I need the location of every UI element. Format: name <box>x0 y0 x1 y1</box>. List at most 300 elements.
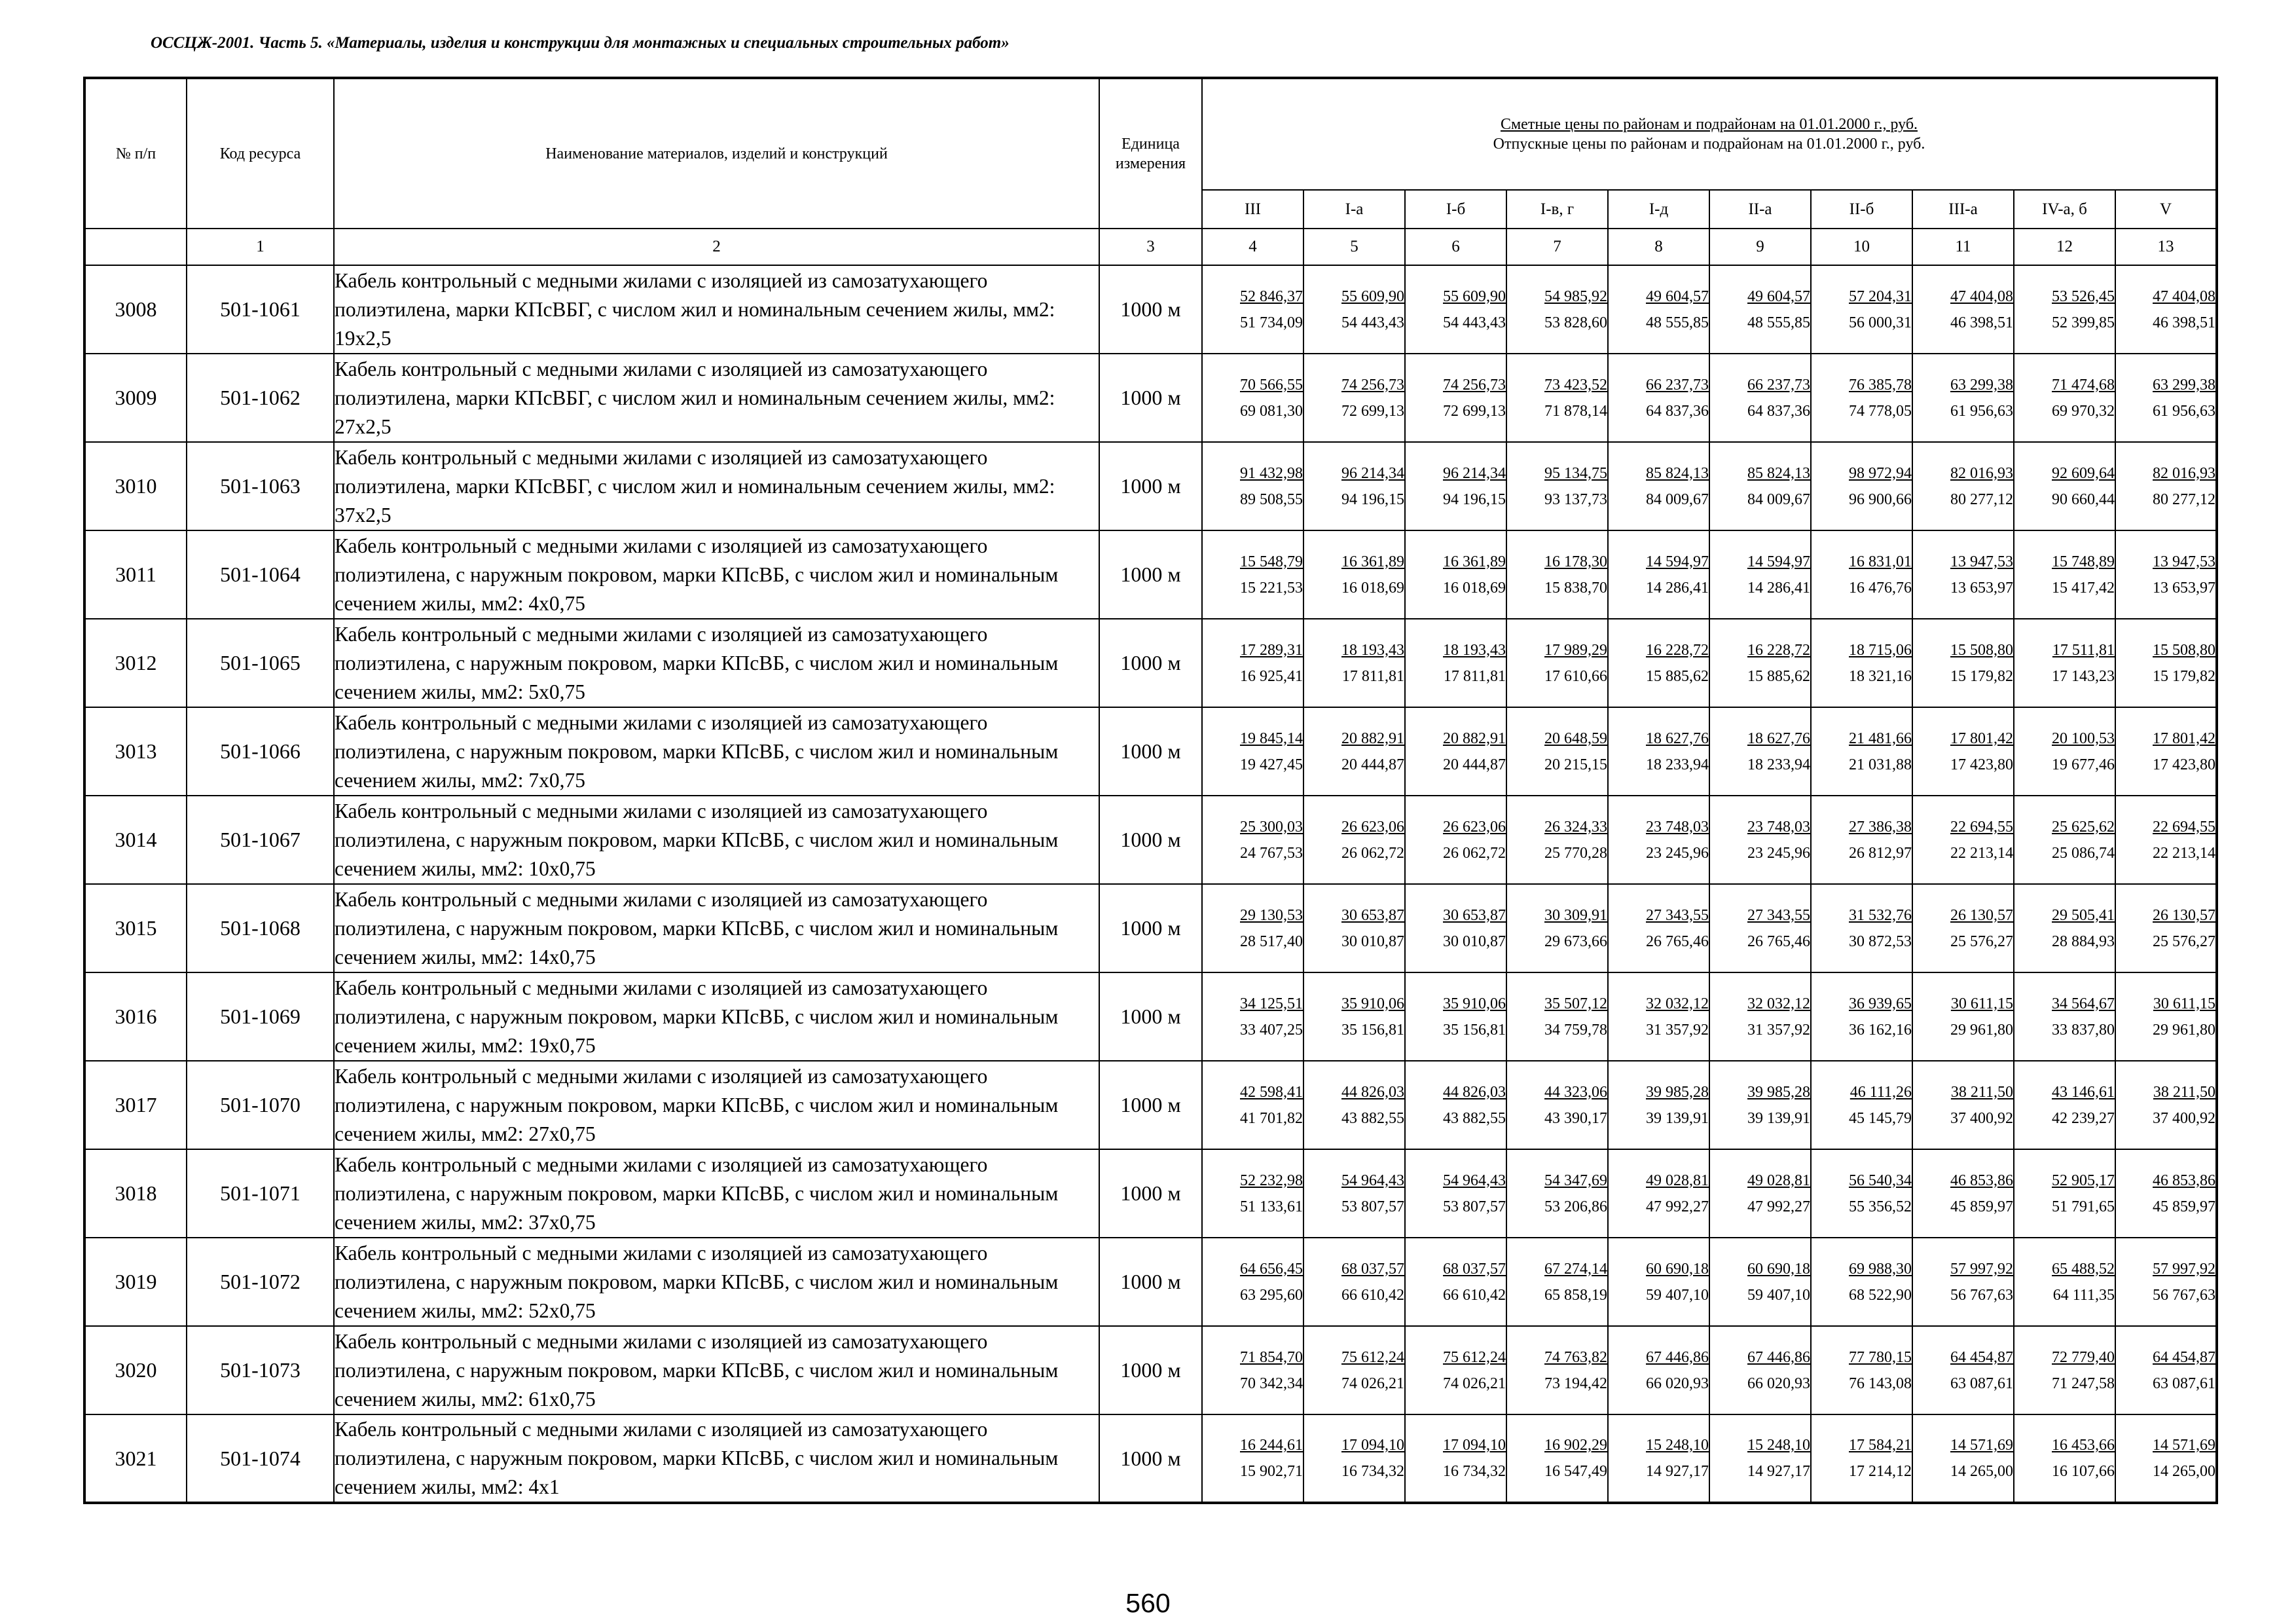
price-cell <box>2014 530 2115 619</box>
release-price: 94 196,15 <box>1443 490 1506 508</box>
release-price: 71 247,58 <box>2052 1375 2115 1392</box>
estimate-price: 46 853,86 <box>1950 1172 2013 1189</box>
release-price: 18 233,94 <box>1646 756 1709 773</box>
running-header: ОССЦЖ-2001. Часть 5. «Материалы, изделия и конструкции для монтажных и специальных строительных работ» <box>151 34 1010 52</box>
release-price: 23 245,96 <box>1646 844 1709 862</box>
release-price: 22 213,14 <box>2153 844 2216 862</box>
table-row <box>84 1149 2217 1238</box>
release-price: 24 767,53 <box>1240 844 1303 862</box>
header-num: № п/п <box>84 78 187 229</box>
row-number: 3014 <box>84 796 187 884</box>
estimate-price: 18 193,43 <box>1341 641 1404 659</box>
estimate-price: 49 604,57 <box>1747 287 1810 305</box>
region-header: III-а <box>1912 190 2014 229</box>
estimate-price: 30 611,15 <box>2153 995 2216 1012</box>
estimate-price: 47 404,08 <box>2153 287 2216 305</box>
price-cell <box>1912 1061 2014 1149</box>
price-cell <box>2014 442 2115 530</box>
row-number: 3009 <box>84 354 187 442</box>
estimate-price: 75 612,24 <box>1341 1348 1404 1366</box>
price-cell <box>1709 1238 1811 1326</box>
row-number: 3017 <box>84 1061 187 1149</box>
release-price: 56 767,63 <box>1950 1286 2013 1304</box>
price-cell <box>2115 265 2217 354</box>
header-name: Наименование материалов, изделий и конструкций <box>334 78 1099 229</box>
release-price: 31 357,92 <box>1747 1021 1810 1039</box>
resource-code: 501-1069 <box>187 972 334 1061</box>
release-price: 20 444,87 <box>1443 756 1506 773</box>
release-price: 16 476,76 <box>1849 579 1912 597</box>
release-price: 61 956,63 <box>1950 402 2013 420</box>
estimate-price: 39 985,28 <box>1747 1083 1810 1101</box>
estimate-price: 14 571,69 <box>2153 1437 2216 1454</box>
price-cell <box>1303 442 1405 530</box>
price-cell <box>1405 1149 1506 1238</box>
price-cell <box>1202 707 1303 796</box>
release-price: 84 009,67 <box>1646 490 1709 508</box>
region-header: II-а <box>1709 190 1811 229</box>
price-cell <box>1202 972 1303 1061</box>
row-number: 3011 <box>84 530 187 619</box>
release-price: 25 576,27 <box>2153 932 2216 950</box>
release-price: 65 858,19 <box>1544 1286 1607 1304</box>
unit-of-measure: 1000 м <box>1099 972 1202 1061</box>
estimate-price: 26 623,06 <box>1443 818 1506 836</box>
price-cell <box>1405 1061 1506 1149</box>
price-cell <box>1811 1238 1912 1326</box>
table-row <box>84 354 2217 442</box>
estimate-price: 17 801,42 <box>1950 729 2013 747</box>
release-price: 15 221,53 <box>1240 579 1303 597</box>
price-cell <box>1608 354 1709 442</box>
estimate-price: 74 256,73 <box>1443 376 1506 394</box>
estimate-price: 32 032,12 <box>1646 995 1709 1012</box>
table-row <box>84 1061 2217 1149</box>
estimate-price: 67 274,14 <box>1544 1260 1607 1278</box>
release-price: 55 356,52 <box>1849 1198 1912 1215</box>
estimate-price: 27 343,55 <box>1747 906 1810 924</box>
price-cell <box>2014 972 2115 1061</box>
resource-code: 501-1067 <box>187 796 334 884</box>
price-cell <box>1709 1061 1811 1149</box>
price-cell <box>1608 1061 1709 1149</box>
price-cell <box>1811 265 1912 354</box>
estimate-price: 15 508,80 <box>2153 641 2216 659</box>
estimate-price: 67 446,86 <box>1747 1348 1810 1366</box>
estimate-price: 15 548,79 <box>1240 553 1303 570</box>
estimate-price: 27 386,38 <box>1849 818 1912 836</box>
estimate-price: 16 228,72 <box>1747 641 1810 659</box>
price-cell <box>1912 1326 2014 1414</box>
release-price: 19 677,46 <box>2052 756 2115 773</box>
price-cell <box>1912 884 2014 972</box>
column-number: 7 <box>1506 229 1608 265</box>
estimate-price: 35 507,12 <box>1544 995 1607 1012</box>
estimate-price: 17 584,21 <box>1849 1437 1912 1454</box>
price-cell <box>2115 354 2217 442</box>
release-price: 25 770,28 <box>1544 844 1607 862</box>
resource-code: 501-1062 <box>187 354 334 442</box>
column-number: 4 <box>1202 229 1303 265</box>
release-price: 70 342,34 <box>1240 1375 1303 1392</box>
estimate-price: 49 028,81 <box>1646 1172 1709 1189</box>
estimate-price: 74 256,73 <box>1341 376 1404 394</box>
release-price: 45 859,97 <box>1950 1198 2013 1215</box>
estimate-price: 82 016,93 <box>1950 464 2013 482</box>
release-price: 51 791,65 <box>2052 1198 2115 1215</box>
estimate-price: 16 178,30 <box>1544 553 1607 570</box>
price-cell <box>2115 1061 2217 1149</box>
price-cell <box>1608 796 1709 884</box>
release-price: 17 811,81 <box>1443 667 1506 685</box>
price-cell <box>1303 1061 1405 1149</box>
release-price: 29 961,80 <box>2153 1021 2216 1039</box>
table-row <box>84 442 2217 530</box>
release-price: 20 215,15 <box>1544 756 1607 773</box>
estimate-price: 71 854,70 <box>1240 1348 1303 1366</box>
release-price: 47 992,27 <box>1747 1198 1810 1215</box>
price-cell <box>1303 530 1405 619</box>
release-price: 47 992,27 <box>1646 1198 1709 1215</box>
release-price: 45 859,97 <box>2153 1198 2216 1215</box>
price-cell <box>1405 796 1506 884</box>
resource-code: 501-1066 <box>187 707 334 796</box>
release-price: 73 194,42 <box>1544 1375 1607 1392</box>
price-cell <box>1912 1414 2014 1503</box>
resource-code: 501-1063 <box>187 442 334 530</box>
estimate-price: 54 964,43 <box>1341 1172 1404 1189</box>
release-price: 61 956,63 <box>2153 402 2216 420</box>
estimate-price: 17 801,42 <box>2153 729 2216 747</box>
region-header: I-д <box>1608 190 1709 229</box>
price-cell <box>1811 354 1912 442</box>
estimate-price: 82 016,93 <box>2153 464 2216 482</box>
estimate-price: 17 989,29 <box>1544 641 1607 659</box>
estimate-price: 16 244,61 <box>1240 1437 1303 1454</box>
page-number: 560 <box>1125 1588 1171 1618</box>
unit-of-measure: 1000 м <box>1099 442 1202 530</box>
price-cell <box>2014 707 2115 796</box>
release-price: 51 133,61 <box>1240 1198 1303 1215</box>
release-price: 29 961,80 <box>1950 1021 2013 1039</box>
release-price: 23 245,96 <box>1747 844 1810 862</box>
estimate-price: 32 032,12 <box>1747 995 1810 1012</box>
estimate-price: 44 826,03 <box>1443 1083 1506 1101</box>
estimate-price: 64 454,87 <box>1950 1348 2013 1366</box>
release-price: 64 111,35 <box>2052 1286 2115 1304</box>
release-price: 84 009,67 <box>1747 490 1810 508</box>
price-cell <box>1912 796 2014 884</box>
estimate-price: 16 831,01 <box>1849 553 1912 570</box>
estimate-price: 46 111,26 <box>1850 1083 1912 1101</box>
release-price: 16 018,69 <box>1443 579 1506 597</box>
estimate-price: 15 248,10 <box>1747 1437 1810 1454</box>
estimate-price: 47 404,08 <box>1950 287 2013 305</box>
price-cell <box>2014 1149 2115 1238</box>
release-price: 22 213,14 <box>1950 844 2013 862</box>
row-number: 3019 <box>84 1238 187 1326</box>
estimate-price: 57 997,92 <box>2153 1260 2216 1278</box>
column-number: 1 <box>187 229 334 265</box>
price-cell <box>1506 1061 1608 1149</box>
price-cell <box>1202 796 1303 884</box>
price-cell <box>1709 884 1811 972</box>
price-cell <box>2115 619 2217 707</box>
estimate-price: 44 323,06 <box>1544 1083 1607 1101</box>
release-price: 76 143,08 <box>1849 1375 1912 1392</box>
header-estimate-prices: Сметные цены по районам и подрайонам на 01.01.2000 г., руб. <box>1500 116 1918 133</box>
estimate-price: 25 625,62 <box>2052 818 2115 836</box>
release-price: 26 812,97 <box>1849 844 1912 862</box>
price-cell <box>1202 1149 1303 1238</box>
price-cell <box>2014 1061 2115 1149</box>
estimate-price: 44 826,03 <box>1341 1083 1404 1101</box>
price-cell <box>2115 530 2217 619</box>
price-cell <box>1506 442 1608 530</box>
release-price: 26 765,46 <box>1747 932 1810 950</box>
release-price: 15 179,82 <box>2153 667 2216 685</box>
release-price: 15 902,71 <box>1240 1463 1303 1480</box>
release-price: 93 137,73 <box>1544 490 1607 508</box>
price-cell <box>1303 707 1405 796</box>
unit-of-measure: 1000 м <box>1099 530 1202 619</box>
column-number: 3 <box>1099 229 1202 265</box>
estimate-price: 60 690,18 <box>1646 1260 1709 1278</box>
unit-of-measure: 1000 м <box>1099 619 1202 707</box>
release-price: 53 807,57 <box>1443 1198 1506 1215</box>
release-price: 53 828,60 <box>1544 314 1607 331</box>
release-price: 36 162,16 <box>1849 1021 1912 1039</box>
release-price: 20 444,87 <box>1341 756 1404 773</box>
release-price: 64 837,36 <box>1747 402 1810 420</box>
estimate-price: 77 780,15 <box>1849 1348 1912 1366</box>
price-cell <box>1608 884 1709 972</box>
region-header: V <box>2115 190 2217 229</box>
release-price: 41 701,82 <box>1240 1109 1303 1127</box>
release-price: 56 000,31 <box>1849 314 1912 331</box>
estimate-price: 31 532,76 <box>1849 906 1912 924</box>
table-row <box>84 796 2217 884</box>
release-price: 71 878,14 <box>1544 402 1607 420</box>
material-name: Кабель контрольный с медными жилами с изоляцией из самозатухающего полиэтилена, с наружным покровом, марки КПсВБ, с числом жил и номинальным сечением жилы, мм2: 5х0,75 <box>334 619 1099 707</box>
price-cell <box>1608 619 1709 707</box>
release-price: 46 398,51 <box>1950 314 2013 331</box>
price-cell <box>2115 796 2217 884</box>
estimate-price: 29 505,41 <box>2052 906 2115 924</box>
price-cell <box>2014 265 2115 354</box>
estimate-price: 75 612,24 <box>1443 1348 1506 1366</box>
estimate-price: 20 100,53 <box>2052 729 2115 747</box>
release-price: 59 407,10 <box>1747 1286 1810 1304</box>
estimate-price: 14 594,97 <box>1646 553 1709 570</box>
estimate-price: 30 653,87 <box>1341 906 1404 924</box>
release-price: 25 086,74 <box>2052 844 2115 862</box>
release-price: 26 062,72 <box>1443 844 1506 862</box>
estimate-price: 23 748,03 <box>1747 818 1810 836</box>
table-row <box>84 265 2217 354</box>
release-price: 74 026,21 <box>1443 1375 1506 1392</box>
release-price: 21 031,88 <box>1849 756 1912 773</box>
price-cell <box>1202 265 1303 354</box>
estimate-price: 20 882,91 <box>1443 729 1506 747</box>
price-cell <box>1405 972 1506 1061</box>
material-name: Кабель контрольный с медными жилами с изоляцией из самозатухающего полиэтилена, марки КПсВБГ, с числом жил и номинальным сечением жилы, мм2: 19х2,5 <box>334 265 1099 354</box>
row-number: 3013 <box>84 707 187 796</box>
price-cell <box>2115 1149 2217 1238</box>
material-name: Кабель контрольный с медными жилами с изоляцией из самозатухающего полиэтилена, с наружным покровом, марки КПсВБ, с числом жил и номинальным сечением жилы, мм2: 7х0,75 <box>334 707 1099 796</box>
column-number-row <box>84 229 2217 265</box>
price-cell <box>2115 1414 2217 1503</box>
release-price: 26 765,46 <box>1646 932 1709 950</box>
estimate-price: 43 146,61 <box>2052 1083 2115 1101</box>
row-number: 3021 <box>84 1414 187 1503</box>
price-cell <box>1303 265 1405 354</box>
estimate-price: 16 361,89 <box>1341 553 1404 570</box>
estimate-price: 85 824,13 <box>1646 464 1709 482</box>
unit-of-measure: 1000 м <box>1099 796 1202 884</box>
resource-code: 501-1071 <box>187 1149 334 1238</box>
release-price: 63 087,61 <box>1950 1375 2013 1392</box>
estimate-price: 63 299,38 <box>2153 376 2216 394</box>
column-number: 8 <box>1608 229 1709 265</box>
estimate-price: 96 214,34 <box>1341 464 1404 482</box>
estimate-price: 22 694,55 <box>2153 818 2216 836</box>
estimate-price: 54 985,92 <box>1544 287 1607 305</box>
release-price: 31 357,92 <box>1646 1021 1709 1039</box>
price-cell <box>1709 354 1811 442</box>
release-price: 66 020,93 <box>1747 1375 1810 1392</box>
price-cell <box>1303 884 1405 972</box>
price-cell <box>1811 1326 1912 1414</box>
material-name: Кабель контрольный с медными жилами с изоляцией из самозатухающего полиэтилена, с наружным покровом, марки КПсВБ, с числом жил и номинальным сечением жилы, мм2: 27х0,75 <box>334 1061 1099 1149</box>
release-price: 17 214,12 <box>1849 1463 1912 1480</box>
material-name: Кабель контрольный с медными жилами с изоляцией из самозатухающего полиэтилена, с наружным покровом, марки КПсВБ, с числом жил и номинальным сечением жилы, мм2: 61х0,75 <box>334 1326 1099 1414</box>
estimate-price: 30 653,87 <box>1443 906 1506 924</box>
price-cell <box>1506 530 1608 619</box>
release-price: 48 555,85 <box>1646 314 1709 331</box>
estimate-price: 72 779,40 <box>2052 1348 2115 1366</box>
estimate-price: 98 972,94 <box>1849 464 1912 482</box>
resource-code: 501-1073 <box>187 1326 334 1414</box>
release-price: 43 882,55 <box>1341 1109 1404 1127</box>
estimate-price: 49 028,81 <box>1747 1172 1810 1189</box>
price-cell <box>1811 619 1912 707</box>
column-number: 5 <box>1303 229 1405 265</box>
resource-code: 501-1074 <box>187 1414 334 1503</box>
estimate-price: 15 748,89 <box>2052 553 2115 570</box>
estimate-price: 85 824,13 <box>1747 464 1810 482</box>
estimate-price: 34 564,67 <box>2052 995 2115 1012</box>
price-cell <box>1709 1326 1811 1414</box>
header-unit: Единица измерения <box>1099 78 1202 229</box>
price-cell <box>2115 972 2217 1061</box>
price-cell <box>1202 884 1303 972</box>
estimate-price: 18 627,76 <box>1646 729 1709 747</box>
unit-of-measure: 1000 м <box>1099 1414 1202 1503</box>
resource-code: 501-1065 <box>187 619 334 707</box>
price-cell <box>1811 1414 1912 1503</box>
column-number: 12 <box>2014 229 2115 265</box>
estimate-price: 52 232,98 <box>1240 1172 1303 1189</box>
material-name: Кабель контрольный с медными жилами с изоляцией из самозатухающего полиэтилена, марки КПсВБГ, с числом жил и номинальным сечением жилы, мм2: 27х2,5 <box>334 354 1099 442</box>
material-name: Кабель контрольный с медными жилами с изоляцией из самозатухающего полиэтилена, с наружным покровом, марки КПсВБ, с числом жил и номинальным сечением жилы, мм2: 10х0,75 <box>334 796 1099 884</box>
unit-of-measure: 1000 м <box>1099 354 1202 442</box>
column-number: 11 <box>1912 229 2014 265</box>
release-price: 43 882,55 <box>1443 1109 1506 1127</box>
estimate-price: 26 324,33 <box>1544 818 1607 836</box>
estimate-price: 70 566,55 <box>1240 376 1303 394</box>
estimate-price: 22 694,55 <box>1950 818 2013 836</box>
price-cell <box>1811 442 1912 530</box>
release-price: 17 610,66 <box>1544 667 1607 685</box>
estimate-price: 16 453,66 <box>2052 1437 2115 1454</box>
release-price: 69 970,32 <box>2052 402 2115 420</box>
price-cell <box>1912 972 2014 1061</box>
release-price: 15 885,62 <box>1747 667 1810 685</box>
price-cell <box>1506 884 1608 972</box>
region-header: III <box>1202 190 1303 229</box>
release-price: 25 576,27 <box>1950 932 2013 950</box>
release-price: 90 660,44 <box>2052 490 2115 508</box>
price-cell <box>1811 707 1912 796</box>
table-body <box>84 265 2217 1503</box>
price-cell <box>1811 1061 1912 1149</box>
estimate-price: 55 609,90 <box>1341 287 1404 305</box>
price-cell <box>1303 1326 1405 1414</box>
resource-code: 501-1064 <box>187 530 334 619</box>
estimate-price: 36 939,65 <box>1849 995 1912 1012</box>
release-price: 13 653,97 <box>1950 579 2013 597</box>
release-price: 13 653,97 <box>2153 579 2216 597</box>
price-cell <box>1811 1149 1912 1238</box>
row-number: 3015 <box>84 884 187 972</box>
price-cell <box>2115 884 2217 972</box>
price-cell <box>1811 796 1912 884</box>
estimate-price: 60 690,18 <box>1747 1260 1810 1278</box>
release-price: 74 778,05 <box>1849 402 1912 420</box>
release-price: 14 286,41 <box>1747 579 1810 597</box>
release-price: 30 010,87 <box>1443 932 1506 950</box>
price-cell <box>1506 1326 1608 1414</box>
price-cell <box>1608 707 1709 796</box>
column-number: 2 <box>334 229 1099 265</box>
price-cell <box>1202 530 1303 619</box>
price-cell <box>2115 1326 2217 1414</box>
row-number: 3016 <box>84 972 187 1061</box>
price-cell <box>1608 1326 1709 1414</box>
release-price: 16 734,32 <box>1443 1463 1506 1480</box>
estimate-price: 73 423,52 <box>1544 376 1607 394</box>
table-row <box>84 1326 2217 1414</box>
estimate-price: 68 037,57 <box>1341 1260 1404 1278</box>
table-row <box>84 1414 2217 1503</box>
release-price: 17 143,23 <box>2052 667 2115 685</box>
price-cell <box>1709 265 1811 354</box>
price-cell <box>1912 1149 2014 1238</box>
estimate-price: 14 571,69 <box>1950 1437 2013 1454</box>
price-cell <box>1912 530 2014 619</box>
price-cell <box>1608 265 1709 354</box>
price-cell <box>1506 1414 1608 1503</box>
row-number: 3020 <box>84 1326 187 1414</box>
release-price: 14 927,17 <box>1646 1463 1709 1480</box>
estimate-price: 91 432,98 <box>1240 464 1303 482</box>
price-cell <box>2115 1238 2217 1326</box>
price-cell <box>1709 796 1811 884</box>
release-price: 54 443,43 <box>1443 314 1506 331</box>
release-price: 15 179,82 <box>1950 667 2013 685</box>
unit-of-measure: 1000 м <box>1099 1149 1202 1238</box>
